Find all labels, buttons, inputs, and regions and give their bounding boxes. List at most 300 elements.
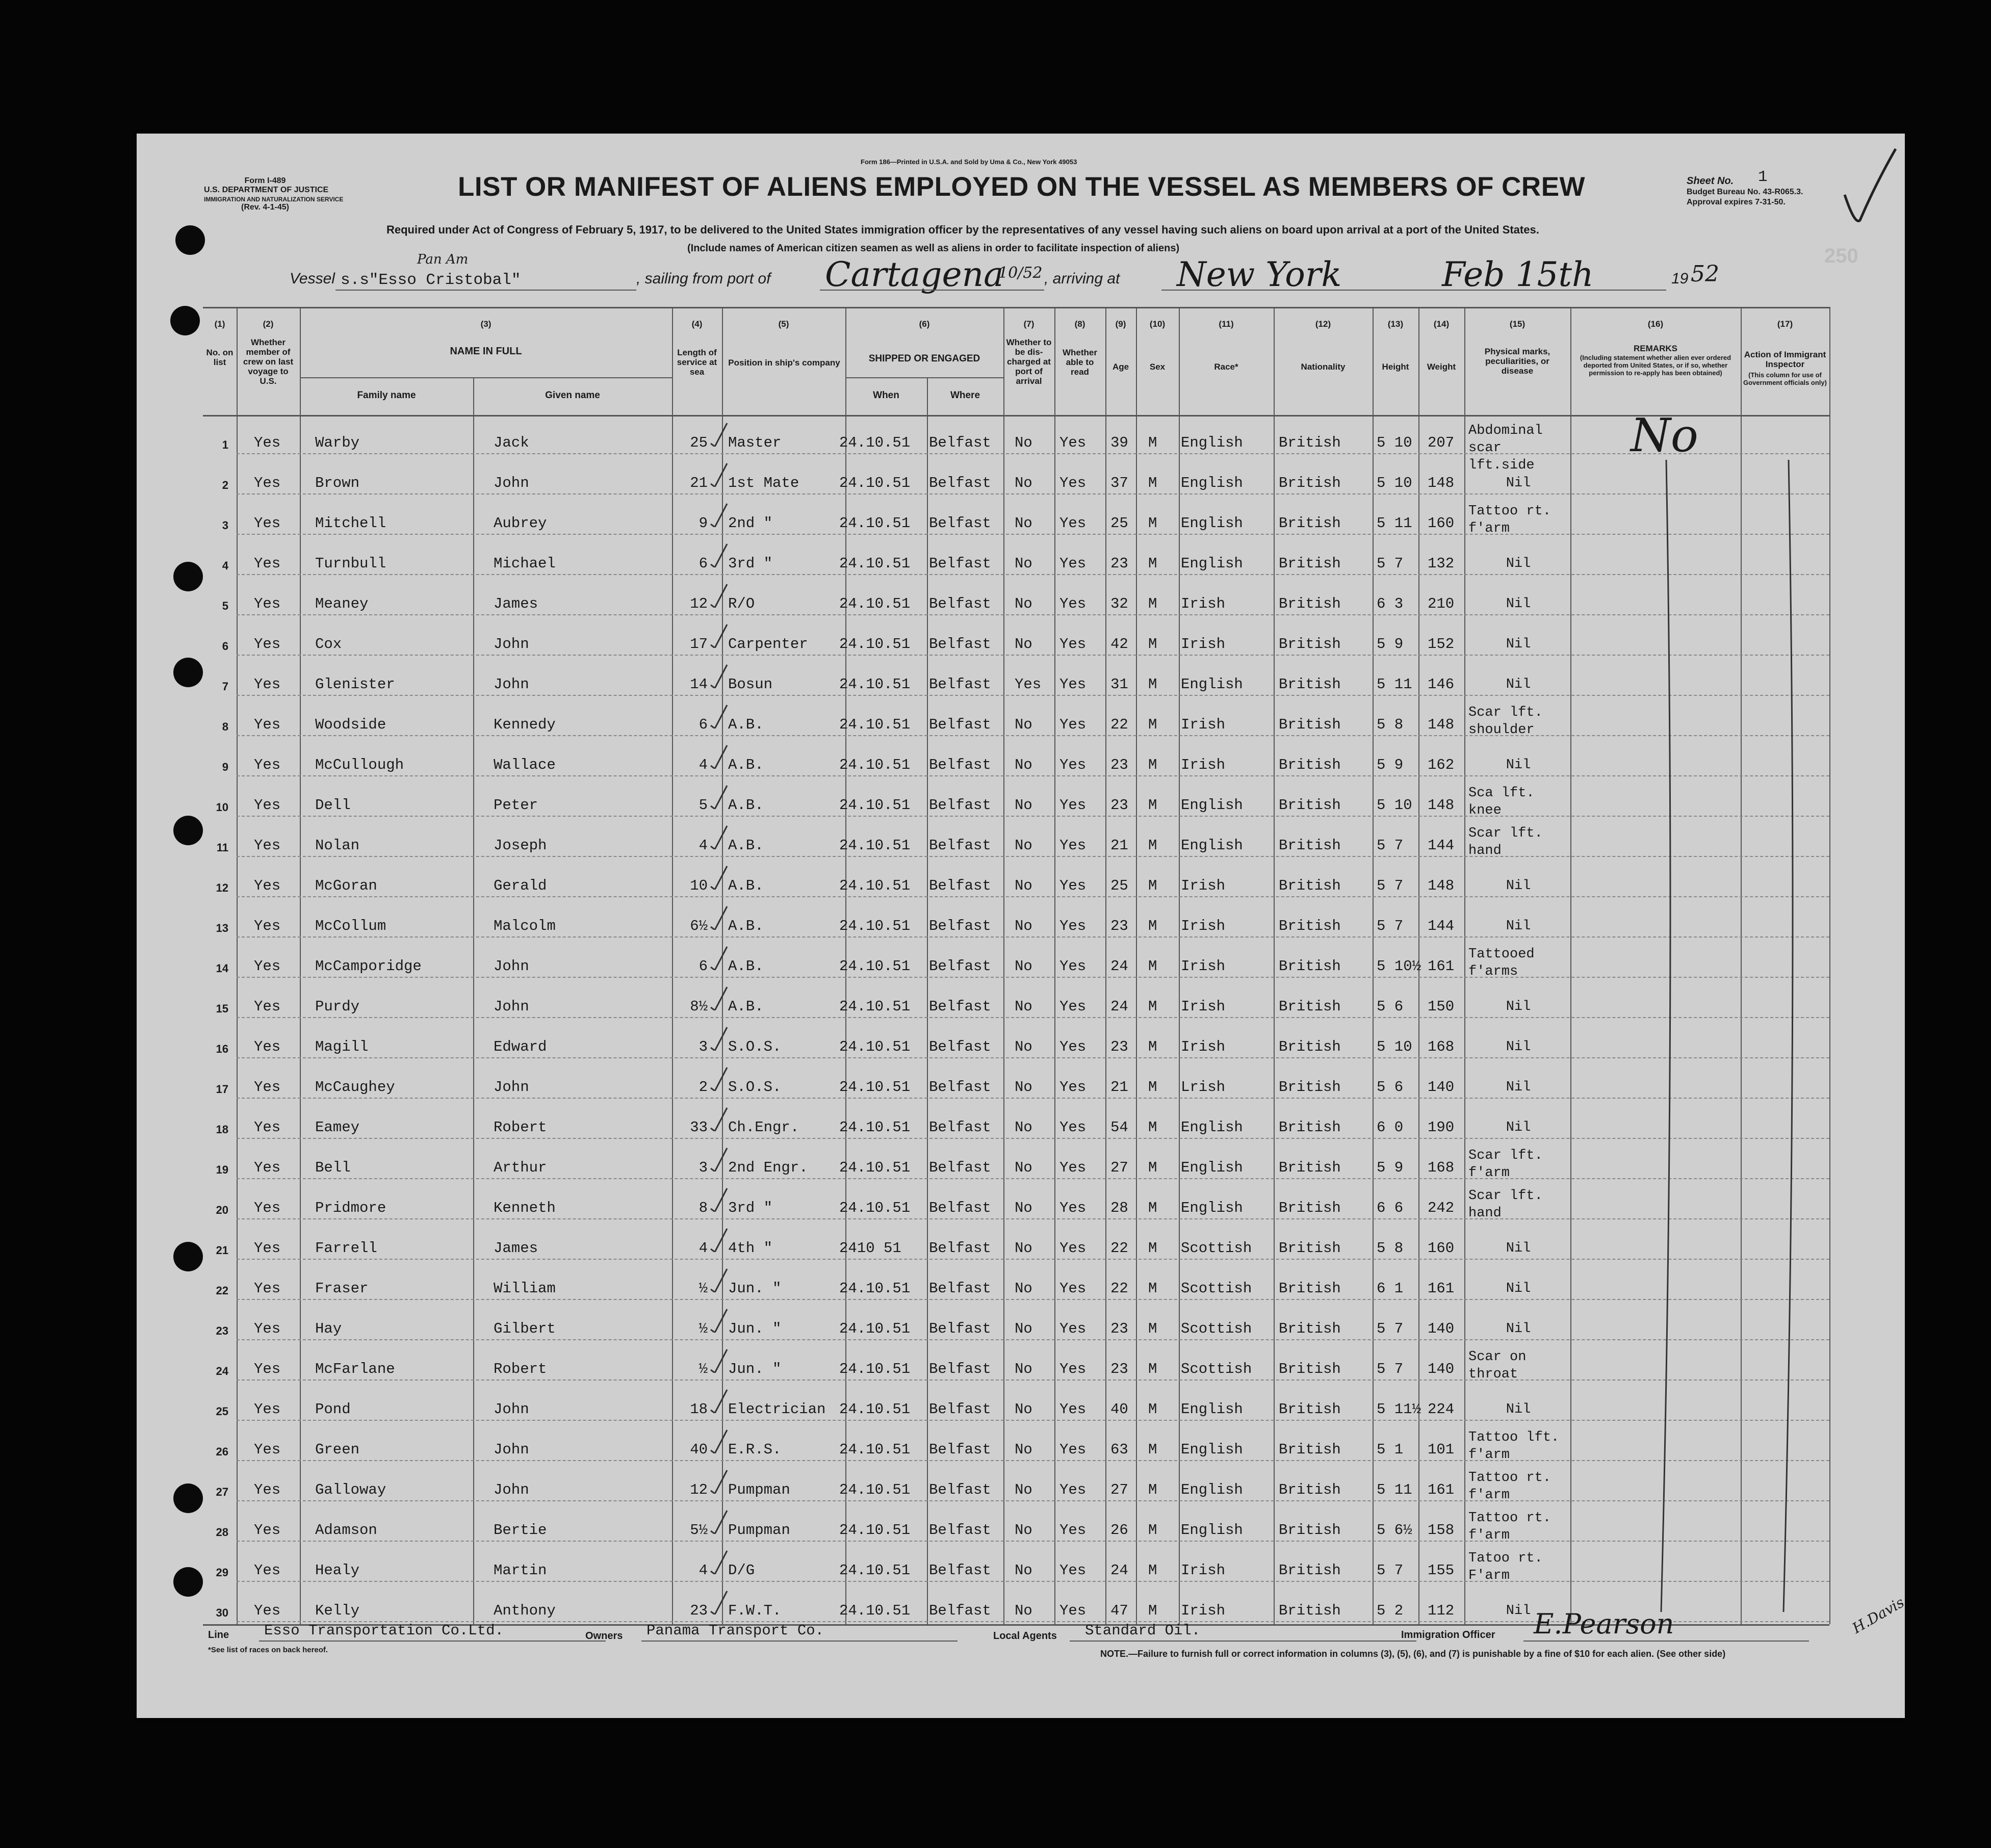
nationality-cell: British bbox=[1279, 1119, 1341, 1136]
given-name-cell: John bbox=[494, 958, 529, 975]
tick-mark bbox=[709, 1227, 729, 1252]
service-length-cell: 6 bbox=[699, 958, 708, 975]
nationality-cell: British bbox=[1279, 515, 1341, 532]
position-cell: F.W.T. bbox=[728, 1602, 782, 1619]
nationality-cell: British bbox=[1279, 716, 1341, 733]
tick-mark bbox=[709, 743, 729, 769]
shipped-when-cell: 24.10.51 bbox=[839, 1441, 911, 1458]
family-name-cell: Cox bbox=[315, 636, 342, 653]
physical-marks-cell: Nil bbox=[1506, 637, 1531, 652]
position-cell: E.R.S. bbox=[728, 1441, 782, 1458]
service-length-cell: 10 bbox=[690, 877, 708, 894]
nationality-cell: British bbox=[1279, 595, 1341, 612]
sex-cell: M bbox=[1148, 1079, 1157, 1096]
nationality-cell: British bbox=[1279, 1361, 1341, 1377]
shipped-when-cell: 24.10.51 bbox=[839, 1522, 911, 1539]
port-from-date: 10/52 bbox=[998, 264, 1043, 282]
discharged-cell: No bbox=[1015, 1079, 1032, 1096]
header-discharged: Whether to be dis- charged at port of arrival bbox=[1006, 337, 1052, 386]
col-num: (5) bbox=[778, 319, 789, 329]
age-cell: 40 bbox=[1110, 1401, 1128, 1418]
row-number: 13 bbox=[216, 922, 228, 934]
row-dashed-rule bbox=[237, 1339, 1829, 1340]
service-name: IMMIGRATION AND NATURALIZATION SERVICE bbox=[204, 196, 344, 203]
age-cell: 23 bbox=[1110, 1038, 1128, 1055]
physical-marks-cell: Nil bbox=[1506, 476, 1531, 491]
punch-hole bbox=[173, 1567, 203, 1597]
shipped-where-cell: Belfast bbox=[929, 1119, 991, 1136]
given-name-cell: Malcolm bbox=[494, 918, 556, 934]
year-prefix: 19 bbox=[1671, 270, 1689, 287]
shipped-when-cell: 24.10.51 bbox=[839, 998, 911, 1015]
row-number: 19 bbox=[216, 1163, 228, 1176]
height-cell: 5 10½ bbox=[1377, 958, 1421, 975]
row-number: 6 bbox=[222, 640, 228, 653]
service-length-cell: 40 bbox=[690, 1441, 708, 1458]
service-length-cell: 18 bbox=[690, 1401, 708, 1418]
header-able-to-read: Whether able to read bbox=[1063, 348, 1097, 377]
race-cell: English bbox=[1181, 434, 1243, 451]
races-note: *See list of races on back hereof. bbox=[208, 1646, 328, 1654]
row-dashed-rule bbox=[237, 1178, 1829, 1179]
weight-cell: 160 bbox=[1428, 1240, 1455, 1257]
weight-cell: 148 bbox=[1428, 716, 1455, 733]
position-cell: Jun. " bbox=[728, 1320, 782, 1337]
row-dashed-rule bbox=[237, 816, 1829, 817]
shipped-when-cell: 24.10.51 bbox=[839, 877, 911, 894]
port-to: New York bbox=[1177, 255, 1342, 294]
shipped-where-cell: Belfast bbox=[929, 1240, 991, 1257]
vessel-name: s.s"Esso Cristobal" bbox=[341, 271, 521, 289]
crew-last-voyage-cell: Yes bbox=[254, 1522, 281, 1539]
col-num: (6) bbox=[919, 319, 930, 329]
shipped-where-cell: Belfast bbox=[929, 1320, 991, 1337]
form-number: Form I-489 bbox=[244, 176, 286, 185]
col-num: (13) bbox=[1387, 319, 1404, 329]
row-dashed-rule bbox=[237, 614, 1829, 615]
given-name-cell: Edward bbox=[494, 1038, 547, 1055]
crew-last-voyage-cell: Yes bbox=[254, 1481, 281, 1498]
physical-marks-cell: Scar lft. shoulder bbox=[1468, 705, 1543, 738]
shipped-when-cell: 24.10.51 bbox=[839, 1119, 911, 1136]
col-num: (11) bbox=[1219, 319, 1234, 329]
given-name-cell: Robert bbox=[494, 1361, 547, 1377]
sex-cell: M bbox=[1148, 1441, 1157, 1458]
able-to-read-cell: Yes bbox=[1059, 595, 1087, 612]
service-length-cell: 9 bbox=[699, 515, 708, 532]
owners-value: Panama Transport Co. bbox=[647, 1622, 824, 1639]
sex-cell: M bbox=[1148, 1481, 1157, 1498]
remarks-hand-note: No bbox=[1631, 409, 1698, 462]
row-number: 15 bbox=[216, 1002, 228, 1015]
shipped-when-cell: 24.10.51 bbox=[839, 797, 911, 814]
sex-cell: M bbox=[1148, 1280, 1157, 1297]
able-to-read-cell: Yes bbox=[1059, 1401, 1087, 1418]
age-cell: 23 bbox=[1110, 555, 1128, 572]
shipped-when-cell: 24.10.51 bbox=[839, 1361, 911, 1377]
row-number: 17 bbox=[216, 1083, 228, 1096]
family-name-cell: Bell bbox=[315, 1159, 351, 1176]
weight-cell: 132 bbox=[1428, 555, 1455, 572]
position-cell: 1st Mate bbox=[728, 475, 799, 491]
shipped-when-cell: 24.10.51 bbox=[839, 1562, 911, 1579]
row-number: 14 bbox=[216, 962, 228, 975]
age-cell: 26 bbox=[1110, 1522, 1128, 1539]
height-cell: 6 0 bbox=[1377, 1119, 1404, 1136]
discharged-cell: No bbox=[1015, 797, 1032, 814]
position-cell: Bosun bbox=[728, 676, 773, 693]
sex-cell: M bbox=[1148, 475, 1157, 491]
shipped-where-cell: Belfast bbox=[929, 555, 991, 572]
given-name-cell: Bertie bbox=[494, 1522, 547, 1539]
crew-last-voyage-cell: Yes bbox=[254, 1240, 281, 1257]
sex-cell: M bbox=[1148, 958, 1157, 975]
position-cell: 2nd " bbox=[728, 515, 773, 532]
weight-cell: 161 bbox=[1428, 1481, 1455, 1498]
row-dashed-rule bbox=[237, 1218, 1829, 1219]
crew-last-voyage-cell: Yes bbox=[254, 1602, 281, 1619]
physical-marks-cell: Scar lft. f'arm bbox=[1468, 1148, 1543, 1181]
tick-mark bbox=[709, 1267, 729, 1292]
sheet-label: Sheet No. bbox=[1687, 175, 1734, 187]
shipped-when-cell: 24.10.51 bbox=[839, 837, 911, 854]
row-number: 11 bbox=[216, 841, 228, 854]
service-length-cell: 4 bbox=[699, 1562, 708, 1579]
age-cell: 54 bbox=[1110, 1119, 1128, 1136]
department: U.S. DEPARTMENT OF JUSTICE bbox=[204, 186, 329, 194]
age-cell: 22 bbox=[1110, 716, 1128, 733]
race-cell: Scottish bbox=[1181, 1280, 1252, 1297]
sex-cell: M bbox=[1148, 1200, 1157, 1216]
weight-cell: 140 bbox=[1428, 1320, 1455, 1337]
age-cell: 39 bbox=[1110, 434, 1128, 451]
weight-cell: 162 bbox=[1428, 757, 1455, 773]
sex-cell: M bbox=[1148, 877, 1157, 894]
age-cell: 47 bbox=[1110, 1602, 1128, 1619]
service-length-cell: 5 bbox=[699, 797, 708, 814]
row-dashed-rule bbox=[237, 1098, 1829, 1099]
row-number: 12 bbox=[216, 881, 228, 894]
row-number: 7 bbox=[222, 680, 228, 693]
tick-mark bbox=[709, 784, 729, 809]
nationality-cell: British bbox=[1279, 757, 1341, 773]
position-cell: 3rd " bbox=[728, 555, 773, 572]
family-name-cell: Pond bbox=[315, 1401, 351, 1418]
discharged-cell: No bbox=[1015, 918, 1032, 934]
able-to-read-cell: Yes bbox=[1059, 1481, 1087, 1498]
header-when: When bbox=[873, 390, 899, 401]
crew-last-voyage-cell: Yes bbox=[254, 434, 281, 451]
given-name-cell: Robert bbox=[494, 1119, 547, 1136]
crew-last-voyage-cell: Yes bbox=[254, 636, 281, 653]
family-name-cell: Meaney bbox=[315, 595, 369, 612]
height-cell: 5 7 bbox=[1377, 877, 1404, 894]
family-name-cell: Green bbox=[315, 1441, 360, 1458]
budget-bureau: Budget Bureau No. 43-R065.3. bbox=[1687, 188, 1803, 196]
col-num: (9) bbox=[1115, 319, 1126, 329]
race-cell: English bbox=[1181, 797, 1243, 814]
weight-cell: 161 bbox=[1428, 1280, 1455, 1297]
row-dashed-rule bbox=[237, 1581, 1829, 1582]
race-cell: Irish bbox=[1181, 1602, 1226, 1619]
shipped-when-cell: 24.10.51 bbox=[839, 595, 911, 612]
family-name-cell: Galloway bbox=[315, 1481, 386, 1498]
service-length-cell: 6 bbox=[699, 716, 708, 733]
position-cell: A.B. bbox=[728, 958, 764, 975]
race-cell: Irish bbox=[1181, 716, 1226, 733]
nationality-cell: British bbox=[1279, 998, 1341, 1015]
age-cell: 22 bbox=[1110, 1240, 1128, 1257]
given-name-cell: John bbox=[494, 676, 529, 693]
height-cell: 5 6½ bbox=[1377, 1522, 1412, 1539]
tick-mark bbox=[709, 1468, 729, 1494]
col-num: (17) bbox=[1777, 319, 1793, 329]
shipped-where-cell: Belfast bbox=[929, 595, 991, 612]
family-name-cell: McCamporidge bbox=[315, 958, 422, 975]
given-name-cell: Martin bbox=[494, 1562, 547, 1579]
physical-marks-cell: Tattoo rt. f'arm bbox=[1468, 504, 1552, 536]
weight-cell: 101 bbox=[1428, 1441, 1455, 1458]
service-length-cell: 5½ bbox=[690, 1522, 708, 1539]
header-position: Position in ship's company bbox=[728, 358, 840, 368]
nationality-cell: British bbox=[1279, 877, 1341, 894]
discharged-cell: No bbox=[1015, 958, 1032, 975]
race-cell: Irish bbox=[1181, 595, 1226, 612]
height-cell: 5 2 bbox=[1377, 1602, 1404, 1619]
row-dashed-rule bbox=[237, 1057, 1829, 1058]
shipped-when-cell: 24.10.51 bbox=[839, 1481, 911, 1498]
family-name-cell: McFarlane bbox=[315, 1361, 395, 1377]
able-to-read-cell: Yes bbox=[1059, 1038, 1087, 1055]
service-length-cell: 4 bbox=[699, 837, 708, 854]
discharged-cell: No bbox=[1015, 998, 1032, 1015]
physical-marks-cell: Abdominal scar lft.side bbox=[1468, 423, 1543, 473]
line-value: Esso Transportation Co.Ltd. bbox=[264, 1622, 504, 1639]
family-name-cell: Woodside bbox=[315, 716, 386, 733]
weight-cell: 148 bbox=[1428, 475, 1455, 491]
row-number: 22 bbox=[216, 1284, 228, 1297]
shipped-when-cell: 24.10.51 bbox=[839, 434, 911, 451]
tick-mark bbox=[709, 985, 729, 1010]
shipped-when-cell: 24.10.51 bbox=[839, 757, 911, 773]
sex-cell: M bbox=[1148, 1159, 1157, 1176]
crew-last-voyage-cell: Yes bbox=[254, 716, 281, 733]
family-name-cell: Warby bbox=[315, 434, 360, 451]
punch-hole bbox=[173, 1483, 203, 1513]
family-name-cell: Mitchell bbox=[315, 515, 386, 532]
header-name-in-full: NAME IN FULL bbox=[450, 346, 522, 357]
crew-last-voyage-cell: Yes bbox=[254, 797, 281, 814]
row-number: 8 bbox=[222, 720, 228, 733]
shipped-when-cell: 2410 51 bbox=[839, 1240, 901, 1257]
able-to-read-cell: Yes bbox=[1059, 475, 1087, 491]
tick-mark bbox=[709, 824, 729, 849]
physical-marks-cell: Scar lft. hand bbox=[1468, 1188, 1543, 1221]
weight-cell: 242 bbox=[1428, 1200, 1455, 1216]
shipped-where-cell: Belfast bbox=[929, 1361, 991, 1377]
race-cell: Irish bbox=[1181, 757, 1226, 773]
shipped-where-cell: Belfast bbox=[929, 1159, 991, 1176]
service-length-cell: 17 bbox=[690, 636, 708, 653]
physical-marks-cell: Nil bbox=[1506, 1281, 1531, 1296]
weight-cell: 144 bbox=[1428, 837, 1455, 854]
race-cell: English bbox=[1181, 1119, 1243, 1136]
family-name-cell: McGoran bbox=[315, 877, 377, 894]
stamp-number: 250 bbox=[1824, 245, 1858, 267]
punch-hole bbox=[173, 562, 203, 591]
crew-last-voyage-cell: Yes bbox=[254, 918, 281, 934]
shipped-where-cell: Belfast bbox=[929, 877, 991, 894]
weight-cell: 224 bbox=[1428, 1401, 1455, 1418]
sex-cell: M bbox=[1148, 515, 1157, 532]
shipped-when-cell: 24.10.51 bbox=[839, 1079, 911, 1096]
tick-mark bbox=[709, 1589, 729, 1615]
position-cell: 3rd " bbox=[728, 1200, 773, 1216]
position-cell: A.B. bbox=[728, 797, 764, 814]
shipped-when-cell: 24.10.51 bbox=[839, 515, 911, 532]
family-name-cell: Kelly bbox=[315, 1602, 360, 1619]
shipped-when-cell: 24.10.51 bbox=[839, 1602, 911, 1619]
service-length-cell: ½ bbox=[699, 1361, 708, 1377]
race-cell: English bbox=[1181, 1200, 1243, 1216]
age-cell: 23 bbox=[1110, 918, 1128, 934]
header-height: Height bbox=[1382, 362, 1409, 372]
officer-label: Immigration Officer bbox=[1401, 1629, 1495, 1641]
row-dashed-rule bbox=[237, 775, 1829, 776]
shipped-when-cell: 24.10.51 bbox=[839, 716, 911, 733]
weight-cell: 144 bbox=[1428, 918, 1455, 934]
col-num: (15) bbox=[1509, 319, 1525, 329]
given-name-cell: Aubrey bbox=[494, 515, 547, 532]
family-name-cell: Adamson bbox=[315, 1522, 377, 1539]
age-cell: 22 bbox=[1110, 1280, 1128, 1297]
shipped-where-cell: Belfast bbox=[929, 1602, 991, 1619]
header-given-name: Given name bbox=[545, 390, 600, 401]
physical-marks-cell: Nil bbox=[1506, 878, 1531, 894]
col-num: (14) bbox=[1433, 319, 1450, 329]
weight-cell: 168 bbox=[1428, 1159, 1455, 1176]
height-cell: 6 6 bbox=[1377, 1200, 1404, 1216]
tick-mark bbox=[709, 1347, 729, 1373]
family-name-cell: Brown bbox=[315, 475, 360, 491]
crew-last-voyage-cell: Yes bbox=[254, 555, 281, 572]
crew-last-voyage-cell: Yes bbox=[254, 475, 281, 491]
shipped-where-cell: Belfast bbox=[929, 676, 991, 693]
nationality-cell: British bbox=[1279, 1320, 1341, 1337]
race-cell: Irish bbox=[1181, 1562, 1226, 1579]
position-cell: 2nd Engr. bbox=[728, 1159, 808, 1176]
able-to-read-cell: Yes bbox=[1059, 837, 1087, 854]
col-num: (7) bbox=[1023, 319, 1035, 329]
height-cell: 5 11 bbox=[1377, 515, 1412, 532]
row-number: 10 bbox=[216, 801, 228, 814]
able-to-read-cell: Yes bbox=[1059, 1522, 1087, 1539]
row-dashed-rule bbox=[237, 695, 1829, 696]
race-cell: Scottish bbox=[1181, 1240, 1252, 1257]
position-cell: A.B. bbox=[728, 918, 764, 934]
height-cell: 5 7 bbox=[1377, 1320, 1404, 1337]
given-name-cell: Kenneth bbox=[494, 1200, 556, 1216]
given-name-cell: John bbox=[494, 1079, 529, 1096]
given-name-cell: Jack bbox=[494, 434, 529, 451]
crew-last-voyage-cell: Yes bbox=[254, 1119, 281, 1136]
sex-cell: M bbox=[1148, 1119, 1157, 1136]
nationality-cell: British bbox=[1279, 837, 1341, 854]
shipped-where-cell: Belfast bbox=[929, 475, 991, 491]
row-number: 27 bbox=[216, 1486, 228, 1498]
able-to-read-cell: Yes bbox=[1059, 1280, 1087, 1297]
given-name-cell: Kennedy bbox=[494, 716, 556, 733]
able-to-read-cell: Yes bbox=[1059, 958, 1087, 975]
position-cell: Pumpman bbox=[728, 1481, 790, 1498]
manifest-sheet bbox=[137, 134, 1905, 1718]
header-physical-marks: Physical marks, peculiarities, or disease bbox=[1484, 347, 1550, 376]
weight-cell: 207 bbox=[1428, 434, 1455, 451]
crew-last-voyage-cell: Yes bbox=[254, 877, 281, 894]
discharged-cell: No bbox=[1015, 595, 1032, 612]
position-cell: Jun. " bbox=[728, 1280, 782, 1297]
given-name-cell: Michael bbox=[494, 555, 556, 572]
position-cell: A.B. bbox=[728, 716, 764, 733]
header-remarks-note: (Including statement whether alien ever ordered deported from United States, or if so, whether permission to re-apply has been obtained) bbox=[1580, 354, 1731, 377]
row-number: 30 bbox=[216, 1606, 228, 1619]
position-cell: S.O.S. bbox=[728, 1038, 782, 1055]
shipped-where-cell: Belfast bbox=[929, 1522, 991, 1539]
race-cell: Scottish bbox=[1181, 1320, 1252, 1337]
age-cell: 23 bbox=[1110, 1320, 1128, 1337]
service-length-cell: ½ bbox=[699, 1280, 708, 1297]
height-cell: 5 9 bbox=[1377, 1159, 1404, 1176]
physical-marks-cell: Nil bbox=[1506, 758, 1531, 773]
shipped-where-cell: Belfast bbox=[929, 757, 991, 773]
service-length-cell: 8 bbox=[699, 1200, 708, 1216]
col-num: (16) bbox=[1647, 319, 1664, 329]
sex-cell: M bbox=[1148, 1361, 1157, 1377]
able-to-read-cell: Yes bbox=[1059, 676, 1087, 693]
sheet-number: 1 bbox=[1758, 168, 1768, 186]
physical-marks-cell: Nil bbox=[1506, 1321, 1531, 1337]
row-number: 16 bbox=[216, 1043, 228, 1055]
crew-last-voyage-cell: Yes bbox=[254, 595, 281, 612]
sex-cell: M bbox=[1148, 918, 1157, 934]
shipped-when-cell: 24.10.51 bbox=[839, 555, 911, 572]
crew-last-voyage-cell: Yes bbox=[254, 998, 281, 1015]
row-dashed-rule bbox=[237, 1420, 1829, 1421]
race-cell: Irish bbox=[1181, 1038, 1226, 1055]
agents-value: Standard Oil. bbox=[1085, 1622, 1201, 1639]
arrival-date: Feb 15th bbox=[1442, 255, 1594, 294]
sex-cell: M bbox=[1148, 1562, 1157, 1579]
nationality-cell: British bbox=[1279, 958, 1341, 975]
able-to-read-cell: Yes bbox=[1059, 434, 1087, 451]
discharged-cell: No bbox=[1015, 1200, 1032, 1216]
family-name-cell: Magill bbox=[315, 1038, 369, 1055]
age-cell: 23 bbox=[1110, 1361, 1128, 1377]
row-number: 2 bbox=[222, 479, 228, 491]
tick-mark bbox=[709, 1106, 729, 1131]
discharged-cell: No bbox=[1015, 475, 1032, 491]
nationality-cell: British bbox=[1279, 434, 1341, 451]
height-cell: 5 9 bbox=[1377, 636, 1404, 653]
row-number: 21 bbox=[216, 1244, 228, 1257]
position-cell: Carpenter bbox=[728, 636, 808, 653]
age-cell: 21 bbox=[1110, 837, 1128, 854]
crew-last-voyage-cell: Yes bbox=[254, 515, 281, 532]
sex-cell: M bbox=[1148, 434, 1157, 451]
age-cell: 63 bbox=[1110, 1441, 1128, 1458]
shipped-where-cell: Belfast bbox=[929, 515, 991, 532]
sex-cell: M bbox=[1148, 1320, 1157, 1337]
